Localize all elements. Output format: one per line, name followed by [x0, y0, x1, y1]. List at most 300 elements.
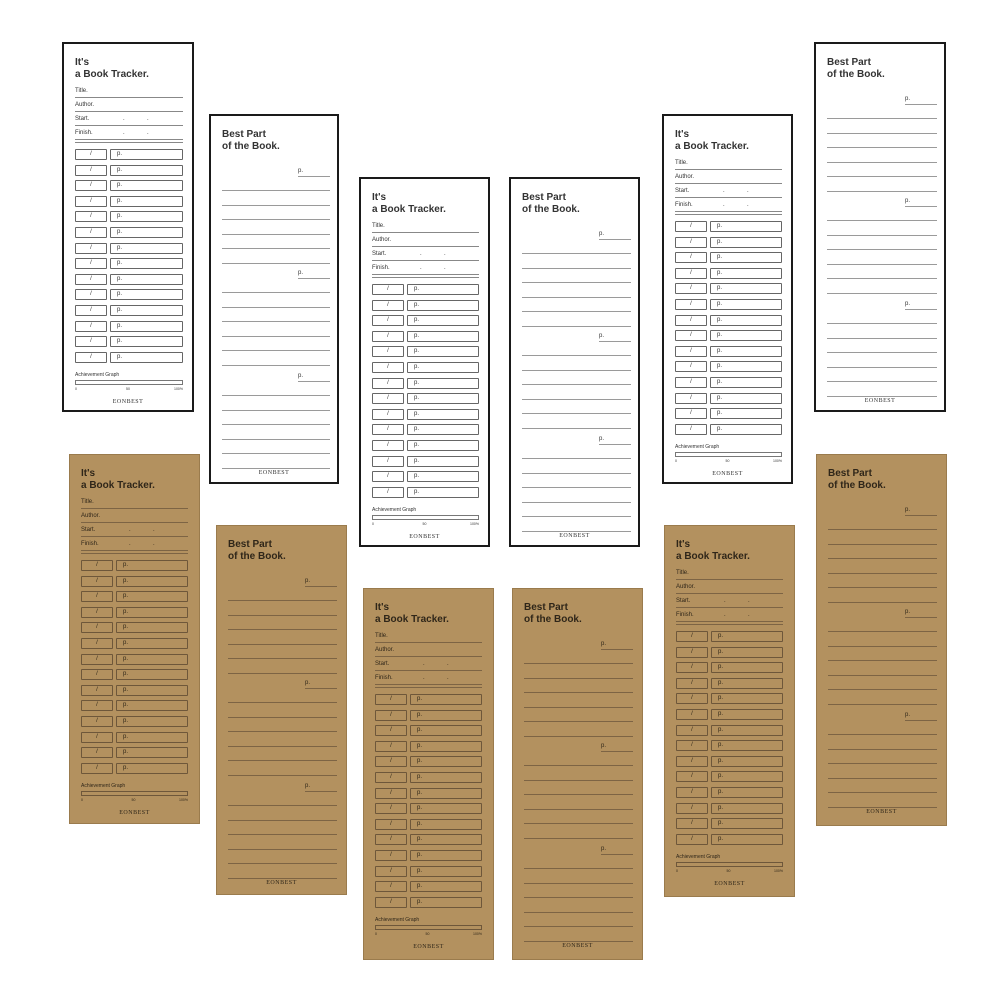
- finish-field-label: Finish.: [372, 265, 390, 271]
- achievement-graph-title: Achievement Graph: [375, 917, 420, 923]
- note-line: [522, 355, 631, 356]
- field-underline: [75, 97, 183, 98]
- progress-row: [375, 710, 482, 721]
- date-cell: /: [81, 700, 113, 711]
- date-cell: /: [375, 788, 407, 799]
- progress-row: [75, 352, 183, 363]
- date-cell: /: [81, 638, 113, 649]
- progress-row: [375, 866, 482, 877]
- page-reference-underline: [905, 309, 937, 310]
- note-line: [228, 805, 337, 806]
- progress-row: [81, 716, 188, 727]
- page-cell: p.: [407, 331, 479, 342]
- page-reference-label: p.: [298, 270, 304, 276]
- date-cell: /: [676, 771, 708, 782]
- note-line: [827, 220, 937, 221]
- page-reference-underline: [601, 649, 633, 650]
- title-field-label: Title.: [81, 499, 94, 505]
- note-line: [827, 264, 937, 265]
- date-cell: /: [81, 732, 113, 743]
- page-cell: p.: [110, 352, 183, 363]
- field-underline: [676, 624, 783, 625]
- date-cell: /: [372, 315, 404, 326]
- progress-row: [375, 741, 482, 752]
- note-line: [222, 453, 330, 454]
- note-line: [828, 704, 937, 705]
- field-underline: [372, 260, 479, 261]
- page-cell: p.: [116, 560, 188, 571]
- date-cell: /: [375, 741, 407, 752]
- note-line: [827, 191, 937, 192]
- heading-line-1: It's: [676, 539, 691, 550]
- start-field-label: Start.: [372, 251, 387, 257]
- heading-line-1: It's: [372, 192, 387, 203]
- note-line: [524, 794, 633, 795]
- heading-line-1: It's: [675, 129, 690, 140]
- note-line: [228, 629, 337, 630]
- date-cell: /: [372, 424, 404, 435]
- date-separator: .: [748, 612, 750, 618]
- date-separator: .: [423, 675, 425, 681]
- progress-row: [75, 211, 183, 222]
- page-reference-underline: [599, 239, 631, 240]
- note-line: [522, 384, 631, 385]
- note-line: [524, 692, 633, 693]
- page-cell: p.: [407, 487, 479, 498]
- page-cell: p.: [710, 393, 782, 404]
- date-cell: /: [81, 560, 113, 571]
- date-cell: /: [675, 252, 707, 263]
- date-separator: .: [723, 202, 725, 208]
- heading-line-2: of the Book.: [522, 204, 580, 215]
- progress-row: [372, 424, 479, 435]
- field-underline: [372, 246, 479, 247]
- note-line: [228, 673, 337, 674]
- page-reference-underline: [905, 720, 937, 721]
- date-cell: /: [675, 408, 707, 419]
- date-separator: .: [444, 251, 446, 257]
- note-line: [827, 162, 937, 163]
- page-reference-underline: [905, 617, 937, 618]
- heading-line-1: Best Part: [228, 539, 272, 550]
- card-heading: [828, 468, 886, 492]
- page-reference-label: p.: [905, 96, 911, 102]
- date-cell: /: [75, 211, 107, 222]
- progress-row: [375, 819, 482, 830]
- date-cell: /: [81, 685, 113, 696]
- progress-row: [81, 591, 188, 602]
- note-line: [228, 600, 337, 601]
- page-cell: p.: [711, 725, 783, 736]
- page-cell: p.: [710, 221, 782, 232]
- note-line: [827, 118, 937, 119]
- graph-tick-mid: 50: [425, 932, 430, 936]
- date-cell: /: [75, 352, 107, 363]
- heading-line-2: a Book Tracker.: [676, 551, 750, 562]
- progress-row: [676, 787, 783, 798]
- finish-field-label: Finish.: [375, 675, 393, 681]
- best-part-card-white: [814, 42, 946, 412]
- card-heading: [75, 57, 149, 81]
- note-line: [522, 413, 631, 414]
- page-reference-label: p.: [305, 680, 311, 686]
- note-line: [524, 838, 633, 839]
- heading-line-2: a Book Tracker.: [75, 69, 149, 80]
- page-reference-label: p.: [905, 198, 911, 204]
- page-reference-underline: [599, 444, 631, 445]
- note-line: [222, 321, 330, 322]
- note-line: [228, 658, 337, 659]
- page-cell: p.: [110, 149, 183, 160]
- card-heading: [676, 539, 750, 563]
- date-cell: /: [75, 336, 107, 347]
- page-reference-underline: [298, 278, 330, 279]
- progress-row: [675, 252, 782, 263]
- achievement-graph-title: Achievement Graph: [676, 854, 721, 860]
- page-cell: p.: [116, 654, 188, 665]
- field-underline: [81, 553, 188, 554]
- field-underline: [675, 197, 782, 198]
- book-tracker-card-white: [359, 177, 490, 547]
- heading-line-1: Best Part: [827, 57, 871, 68]
- progress-row: [372, 300, 479, 311]
- date-cell: /: [372, 300, 404, 311]
- heading-line-1: Best Part: [524, 602, 568, 613]
- date-cell: /: [675, 346, 707, 357]
- note-line: [222, 336, 330, 337]
- progress-row: [675, 377, 782, 388]
- field-underline: [75, 111, 183, 112]
- date-cell: /: [75, 227, 107, 238]
- finish-field-label: Finish.: [81, 541, 99, 547]
- page-reference-underline: [601, 854, 633, 855]
- page-reference-label: p.: [601, 743, 607, 749]
- date-cell: /: [75, 321, 107, 332]
- progress-row: [81, 685, 188, 696]
- note-line: [228, 760, 337, 761]
- field-underline: [375, 642, 482, 643]
- field-underline: [372, 277, 479, 278]
- page-cell: p.: [110, 305, 183, 316]
- note-line: [222, 424, 330, 425]
- note-line: [228, 644, 337, 645]
- graph-tick-start: 0: [675, 459, 677, 463]
- page-reference-underline: [305, 791, 337, 792]
- progress-row: [675, 424, 782, 435]
- page-cell: p.: [407, 393, 479, 404]
- progress-row: [675, 268, 782, 279]
- date-separator: .: [129, 527, 131, 533]
- page-reference-label: p.: [305, 783, 311, 789]
- note-line: [522, 282, 631, 283]
- progress-row: [675, 283, 782, 294]
- page-cell: p.: [116, 732, 188, 743]
- field-underline: [81, 550, 188, 551]
- page-cell: p.: [110, 336, 183, 347]
- note-line: [228, 849, 337, 850]
- page-reference-underline: [298, 381, 330, 382]
- date-cell: /: [372, 456, 404, 467]
- best-part-card-white: [509, 177, 640, 547]
- note-line: [524, 663, 633, 664]
- book-tracker-card-white: [62, 42, 194, 412]
- note-line: [828, 792, 937, 793]
- date-separator: .: [129, 541, 131, 547]
- finish-field-label: Finish.: [675, 202, 693, 208]
- date-cell: /: [75, 305, 107, 316]
- page-cell: p.: [407, 300, 479, 311]
- field-underline: [375, 656, 482, 657]
- page-cell: p.: [116, 638, 188, 649]
- heading-line-2: of the Book.: [228, 551, 286, 562]
- graph-tick-mid: 50: [725, 459, 730, 463]
- achievement-graph-bar: [675, 452, 782, 457]
- note-line: [828, 660, 937, 661]
- note-line: [222, 205, 330, 206]
- finish-field-label: Finish.: [75, 130, 93, 136]
- heading-line-1: It's: [81, 468, 96, 479]
- achievement-graph-bar: [372, 515, 479, 520]
- page-cell: p.: [110, 227, 183, 238]
- page-cell: p.: [410, 866, 482, 877]
- date-cell: /: [675, 330, 707, 341]
- field-underline: [675, 214, 782, 215]
- page-cell: p.: [116, 607, 188, 618]
- progress-row: [372, 331, 479, 342]
- progress-row: [372, 284, 479, 295]
- progress-row: [81, 638, 188, 649]
- page-reference-label: p.: [599, 231, 605, 237]
- date-cell: /: [372, 393, 404, 404]
- page-cell: p.: [410, 694, 482, 705]
- best-part-card-white: [209, 114, 339, 484]
- page-reference-underline: [601, 751, 633, 752]
- date-cell: /: [676, 678, 708, 689]
- note-line: [228, 746, 337, 747]
- note-line: [222, 190, 330, 191]
- date-separator: .: [153, 527, 155, 533]
- brand-label: EONBEST: [409, 534, 440, 540]
- field-underline: [675, 183, 782, 184]
- page-cell: p.: [710, 315, 782, 326]
- note-line: [524, 809, 633, 810]
- date-separator: .: [747, 188, 749, 194]
- author-field-label: Author.: [75, 102, 95, 108]
- page-reference-label: p.: [601, 641, 607, 647]
- progress-row: [81, 576, 188, 587]
- heading-line-2: a Book Tracker.: [675, 141, 749, 152]
- author-field-label: Author.: [372, 237, 392, 243]
- note-line: [828, 734, 937, 735]
- page-reference-underline: [905, 206, 937, 207]
- page-reference-underline: [905, 104, 937, 105]
- date-cell: /: [81, 763, 113, 774]
- date-separator: .: [123, 116, 125, 122]
- page-reference-label: p.: [599, 436, 605, 442]
- progress-row: [375, 850, 482, 861]
- date-cell: /: [375, 881, 407, 892]
- book-tracker-card-kraft: [363, 588, 494, 960]
- note-line: [827, 381, 937, 382]
- date-separator: .: [447, 675, 449, 681]
- note-line: [522, 516, 631, 517]
- progress-row: [675, 299, 782, 310]
- date-cell: /: [675, 283, 707, 294]
- date-cell: /: [81, 747, 113, 758]
- brand-label: EONBEST: [559, 533, 590, 539]
- brand-label: EONBEST: [266, 880, 297, 886]
- achievement-graph-bar: [75, 380, 183, 385]
- note-line: [828, 602, 937, 603]
- progress-row: [676, 662, 783, 673]
- progress-row: [675, 361, 782, 372]
- date-cell: /: [81, 669, 113, 680]
- note-line: [524, 707, 633, 708]
- heading-line-2: of the Book.: [827, 69, 885, 80]
- date-cell: /: [372, 362, 404, 373]
- date-cell: /: [675, 299, 707, 310]
- note-line: [827, 176, 937, 177]
- note-line: [524, 941, 633, 942]
- page-cell: p.: [110, 180, 183, 191]
- page-reference-underline: [599, 341, 631, 342]
- page-cell: p.: [407, 362, 479, 373]
- page-reference-label: p.: [601, 846, 607, 852]
- page-cell: p.: [407, 424, 479, 435]
- page-cell: p.: [407, 471, 479, 482]
- heading-line-1: Best Part: [828, 468, 872, 479]
- page-reference-label: p.: [298, 373, 304, 379]
- brand-label: EONBEST: [258, 470, 290, 476]
- note-line: [228, 834, 337, 835]
- date-separator: .: [447, 661, 449, 667]
- progress-row: [675, 330, 782, 341]
- page-cell: p.: [410, 741, 482, 752]
- page-cell: p.: [116, 747, 188, 758]
- date-cell: /: [372, 331, 404, 342]
- progress-row: [372, 440, 479, 451]
- field-underline: [676, 621, 783, 622]
- field-underline: [81, 522, 188, 523]
- card-heading: [675, 129, 749, 153]
- note-line: [827, 133, 937, 134]
- note-line: [522, 531, 631, 532]
- note-line: [222, 263, 330, 264]
- date-separator: .: [747, 202, 749, 208]
- page-cell: p.: [711, 709, 783, 720]
- graph-tick-end: 100%: [773, 459, 782, 463]
- field-underline: [75, 125, 183, 126]
- page-cell: p.: [407, 440, 479, 451]
- date-separator: .: [444, 265, 446, 271]
- graph-tick-mid: 50: [126, 387, 130, 391]
- achievement-graph-bar: [375, 925, 482, 930]
- start-field-label: Start.: [676, 598, 691, 604]
- progress-row: [676, 725, 783, 736]
- field-underline: [375, 687, 482, 688]
- note-line: [828, 807, 937, 808]
- start-field-label: Start.: [375, 661, 390, 667]
- page-cell: p.: [710, 252, 782, 263]
- note-line: [222, 439, 330, 440]
- date-cell: /: [372, 440, 404, 451]
- page-reference-label: p.: [905, 301, 911, 307]
- field-underline: [375, 670, 482, 671]
- progress-row: [81, 747, 188, 758]
- page-cell: p.: [710, 299, 782, 310]
- date-cell: /: [81, 622, 113, 633]
- start-field-label: Start.: [81, 527, 96, 533]
- progress-row: [676, 771, 783, 782]
- date-cell: /: [372, 378, 404, 389]
- note-line: [524, 926, 633, 927]
- note-line: [522, 253, 631, 254]
- date-cell: /: [675, 377, 707, 388]
- page-cell: p.: [410, 710, 482, 721]
- book-tracker-card-white: [662, 114, 793, 484]
- progress-row: [75, 274, 183, 285]
- date-cell: /: [75, 196, 107, 207]
- progress-row: [81, 700, 188, 711]
- page-cell: p.: [407, 456, 479, 467]
- graph-tick-end: 100%: [179, 798, 188, 802]
- date-cell: /: [676, 631, 708, 642]
- date-cell: /: [375, 850, 407, 861]
- page-cell: p.: [110, 289, 183, 300]
- note-line: [828, 587, 937, 588]
- page-cell: p.: [110, 243, 183, 254]
- page-cell: p.: [711, 756, 783, 767]
- progress-row: [372, 362, 479, 373]
- page-cell: p.: [110, 321, 183, 332]
- note-line: [222, 365, 330, 366]
- page-cell: p.: [710, 377, 782, 388]
- note-line: [828, 631, 937, 632]
- page-cell: p.: [407, 378, 479, 389]
- progress-row: [676, 818, 783, 829]
- page-cell: p.: [116, 591, 188, 602]
- note-line: [228, 878, 337, 879]
- date-cell: /: [375, 866, 407, 877]
- start-field-label: Start.: [675, 188, 690, 194]
- page-cell: p.: [711, 834, 783, 845]
- progress-row: [81, 732, 188, 743]
- note-line: [228, 702, 337, 703]
- note-line: [222, 292, 330, 293]
- achievement-graph-title: Achievement Graph: [75, 372, 120, 378]
- date-cell: /: [375, 897, 407, 908]
- achievement-graph-bar: [676, 862, 783, 867]
- field-underline: [675, 211, 782, 212]
- progress-row: [81, 560, 188, 571]
- progress-row: [375, 772, 482, 783]
- note-line: [522, 428, 631, 429]
- heading-line-2: of the Book.: [222, 141, 280, 152]
- page-cell: p.: [410, 850, 482, 861]
- progress-row: [372, 456, 479, 467]
- date-cell: /: [675, 268, 707, 279]
- progress-row: [75, 336, 183, 347]
- note-line: [828, 763, 937, 764]
- progress-row: [75, 258, 183, 269]
- page-cell: p.: [710, 424, 782, 435]
- page-cell: p.: [116, 576, 188, 587]
- date-separator: .: [147, 130, 149, 136]
- page-cell: p.: [711, 662, 783, 673]
- progress-row: [372, 315, 479, 326]
- progress-row: [676, 647, 783, 658]
- card-heading: [228, 539, 286, 563]
